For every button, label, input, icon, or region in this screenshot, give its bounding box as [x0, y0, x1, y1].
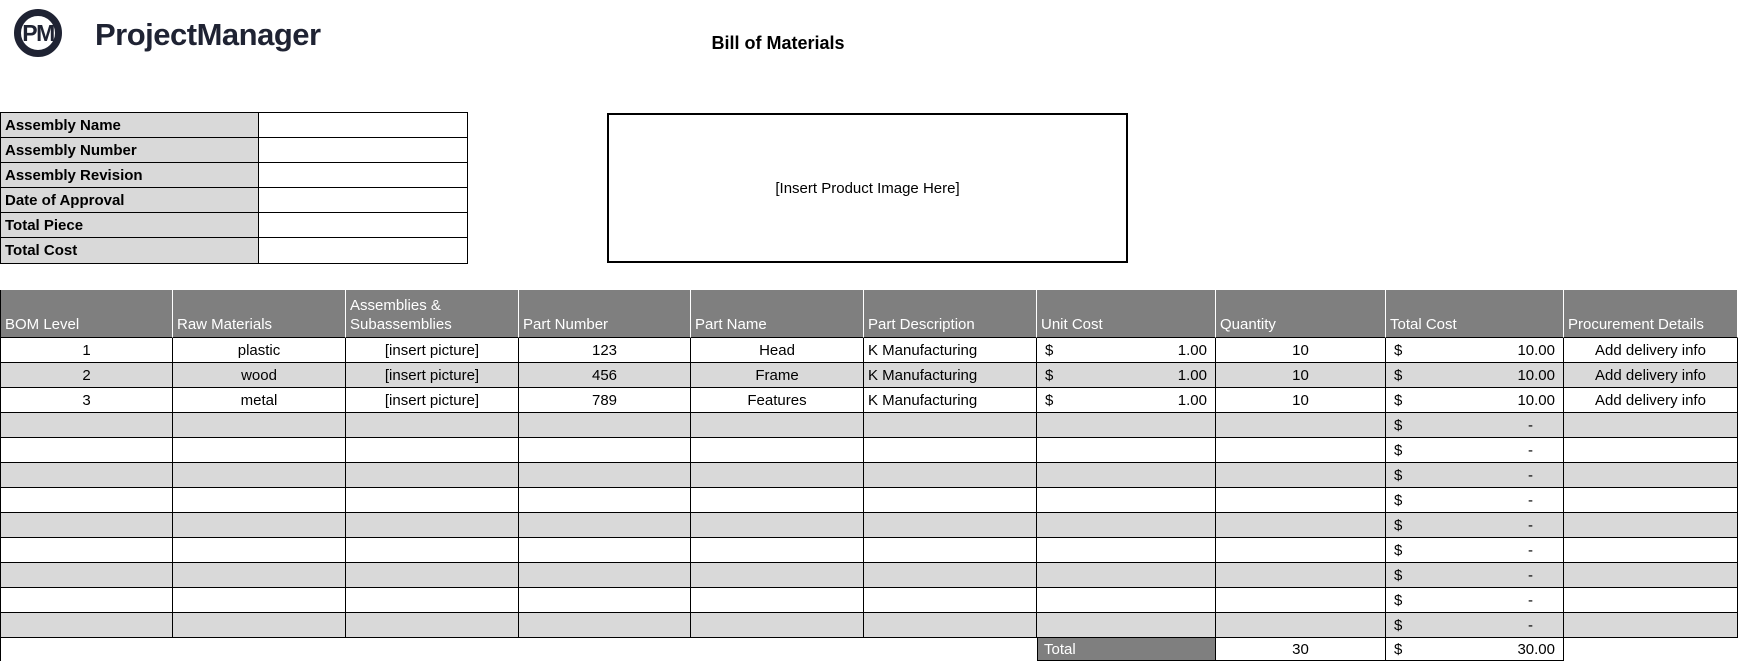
- cell-part-number[interactable]: [519, 438, 691, 463]
- cell-part-number[interactable]: [519, 538, 691, 563]
- cell-part-description[interactable]: [864, 613, 1037, 638]
- currency-symbol: $: [1394, 466, 1403, 484]
- bom-empty-row: [1, 538, 1738, 563]
- pm-logo-icon: PM: [14, 9, 62, 57]
- total-row-spacer: [173, 638, 346, 661]
- cell-unit-cost[interactable]: [1037, 338, 1216, 363]
- column-header-total-cost: Total Cost: [1386, 290, 1564, 338]
- cell-part-number[interactable]: [519, 613, 691, 638]
- cell-raw-materials[interactable]: [173, 538, 346, 563]
- amount: 30.00: [1517, 640, 1555, 658]
- currency-symbol: $: [1394, 341, 1403, 359]
- cell-total-cost[interactable]: [1386, 363, 1564, 388]
- info-label: Date of Approval: [1, 188, 259, 212]
- cell-part-number[interactable]: 789: [519, 388, 691, 413]
- cell-part-number[interactable]: [519, 488, 691, 513]
- column-header-assemblies-subassemblies: Assemblies & Subassemblies: [346, 290, 519, 338]
- cell-procurement-details[interactable]: Add delivery info: [1564, 338, 1738, 363]
- info-value-cell[interactable]: [259, 238, 467, 263]
- column-header-procurement-details: Procurement Details: [1564, 290, 1738, 338]
- cell-bom-level[interactable]: [1, 463, 173, 488]
- total-row-spacer: [1, 638, 173, 661]
- cell-part-description[interactable]: [864, 488, 1037, 513]
- cell-part-number[interactable]: 456: [519, 363, 691, 388]
- cell-procurement-details[interactable]: [1564, 413, 1738, 438]
- total-row-label: Total: [1037, 638, 1216, 661]
- cell-total-cost[interactable]: [1386, 438, 1564, 463]
- cell-unit-cost[interactable]: [1037, 588, 1216, 613]
- bom-header-row: [1, 290, 1738, 338]
- cell-part-name[interactable]: [691, 563, 864, 588]
- cell-total-cost[interactable]: [1386, 613, 1564, 638]
- cell-part-name[interactable]: [691, 538, 864, 563]
- cell-total-cost[interactable]: [1386, 588, 1564, 613]
- cell-bom-level[interactable]: [1, 538, 173, 563]
- cell-part-number[interactable]: [519, 413, 691, 438]
- cell-quantity[interactable]: [1216, 538, 1386, 563]
- cell-quantity[interactable]: [1216, 563, 1386, 588]
- info-label: Assembly Number: [1, 138, 259, 162]
- currency-symbol: $: [1394, 366, 1403, 384]
- cell-part-description[interactable]: [864, 438, 1037, 463]
- cell-procurement-details[interactable]: Add delivery info: [1564, 363, 1738, 388]
- bom-data-row: [1, 338, 1738, 363]
- bom-empty-row: [1, 513, 1738, 538]
- bom-empty-row: [1, 438, 1738, 463]
- cell-part-number[interactable]: [519, 513, 691, 538]
- cell-part-number[interactable]: 123: [519, 338, 691, 363]
- cell-quantity[interactable]: 10: [1216, 338, 1386, 363]
- amount: -: [1528, 516, 1533, 534]
- cell-procurement-details[interactable]: [1564, 513, 1738, 538]
- assembly-info-panel: [0, 112, 468, 264]
- cell-part-name[interactable]: [691, 438, 864, 463]
- cell-total-cost[interactable]: [1386, 388, 1564, 413]
- info-value-cell[interactable]: [259, 113, 467, 137]
- cell-part-description[interactable]: K Manufacturing: [864, 363, 1037, 388]
- info-row-date-of-approval: [1, 188, 467, 213]
- info-row-assembly-name: [1, 113, 467, 138]
- brand-name: ProjectManager: [95, 17, 321, 52]
- cell-bom-level[interactable]: [1, 438, 173, 463]
- info-value-cell[interactable]: [259, 163, 467, 187]
- info-row-assembly-number: [1, 138, 467, 163]
- cell-quantity[interactable]: 10: [1216, 388, 1386, 413]
- cell-assemblies-subassemblies[interactable]: [346, 488, 519, 513]
- bom-empty-row: [1, 413, 1738, 438]
- brand-logo: [14, 9, 62, 57]
- amount: 1.00: [1177, 366, 1207, 384]
- cell-quantity[interactable]: [1216, 438, 1386, 463]
- cell-raw-materials[interactable]: metal: [173, 388, 346, 413]
- cell-unit-cost[interactable]: [1037, 513, 1216, 538]
- amount: -: [1528, 416, 1533, 434]
- currency-symbol: $: [1045, 391, 1054, 409]
- cell-raw-materials[interactable]: wood: [173, 363, 346, 388]
- cell-part-description[interactable]: [864, 588, 1037, 613]
- total-quantity-cell[interactable]: 30: [1216, 638, 1386, 661]
- column-header-part-number: Part Number: [519, 290, 691, 338]
- cell-total-cost[interactable]: [1386, 513, 1564, 538]
- amount: -: [1528, 441, 1533, 459]
- cell-assemblies-subassemblies[interactable]: [insert picture]: [346, 363, 519, 388]
- cell-bom-level[interactable]: [1, 513, 173, 538]
- cell-assemblies-subassemblies[interactable]: [346, 538, 519, 563]
- cell-part-description[interactable]: [864, 563, 1037, 588]
- total-row-spacer: [691, 638, 864, 661]
- currency-symbol: $: [1394, 591, 1403, 609]
- cell-procurement-details[interactable]: [1564, 538, 1738, 563]
- cell-assemblies-subassemblies[interactable]: [346, 413, 519, 438]
- cell-assemblies-subassemblies[interactable]: [insert picture]: [346, 388, 519, 413]
- amount: 10.00: [1517, 391, 1555, 409]
- currency-symbol: $: [1045, 341, 1054, 359]
- total-row-spacer: [1564, 638, 1738, 661]
- cell-quantity[interactable]: [1216, 488, 1386, 513]
- cell-assemblies-subassemblies[interactable]: [346, 613, 519, 638]
- cell-part-description[interactable]: [864, 413, 1037, 438]
- cell-part-name[interactable]: Frame: [691, 363, 864, 388]
- cell-raw-materials[interactable]: [173, 438, 346, 463]
- cell-assemblies-subassemblies[interactable]: [346, 438, 519, 463]
- currency-symbol: $: [1394, 516, 1403, 534]
- cell-part-number[interactable]: [519, 588, 691, 613]
- cell-unit-cost[interactable]: [1037, 363, 1216, 388]
- info-label: Assembly Name: [1, 113, 259, 137]
- column-header-raw-materials: Raw Materials: [173, 290, 346, 338]
- currency-symbol: $: [1394, 416, 1403, 434]
- amount: 10.00: [1517, 341, 1555, 359]
- bom-data-row: [1, 363, 1738, 388]
- cell-unit-cost[interactable]: [1037, 438, 1216, 463]
- cell-total-cost[interactable]: [1386, 538, 1564, 563]
- currency-symbol: $: [1394, 391, 1403, 409]
- cell-quantity[interactable]: [1216, 413, 1386, 438]
- cell-bom-level[interactable]: [1, 613, 173, 638]
- cell-bom-level[interactable]: 3: [1, 388, 173, 413]
- cell-part-description[interactable]: [864, 463, 1037, 488]
- cell-raw-materials[interactable]: [173, 413, 346, 438]
- cell-assemblies-subassemblies[interactable]: [346, 463, 519, 488]
- cell-procurement-details[interactable]: [1564, 613, 1738, 638]
- cell-unit-cost[interactable]: [1037, 413, 1216, 438]
- cell-part-number[interactable]: [519, 463, 691, 488]
- bom-empty-row: [1, 463, 1738, 488]
- cell-raw-materials[interactable]: [173, 513, 346, 538]
- cell-procurement-details[interactable]: [1564, 588, 1738, 613]
- cell-bom-level[interactable]: 2: [1, 363, 173, 388]
- cell-part-name[interactable]: [691, 613, 864, 638]
- currency-symbol: $: [1394, 491, 1403, 509]
- cell-quantity[interactable]: 10: [1216, 363, 1386, 388]
- cell-raw-materials[interactable]: [173, 613, 346, 638]
- bom-data-row: [1, 388, 1738, 413]
- cell-procurement-details[interactable]: Add delivery info: [1564, 388, 1738, 413]
- amount: -: [1528, 541, 1533, 559]
- cell-total-cost[interactable]: [1386, 563, 1564, 588]
- cell-bom-level[interactable]: [1, 413, 173, 438]
- column-header-quantity: Quantity: [1216, 290, 1386, 338]
- cell-procurement-details[interactable]: [1564, 488, 1738, 513]
- info-label: Assembly Revision: [1, 163, 259, 187]
- currency-symbol: $: [1394, 616, 1403, 634]
- amount: 1.00: [1177, 391, 1207, 409]
- amount: 1.00: [1177, 341, 1207, 359]
- total-row-spacer: [864, 638, 1037, 661]
- cell-assemblies-subassemblies[interactable]: [insert picture]: [346, 338, 519, 363]
- amount: -: [1528, 616, 1533, 634]
- cell-unit-cost[interactable]: [1037, 563, 1216, 588]
- info-label: Total Piece: [1, 213, 259, 237]
- cell-quantity[interactable]: [1216, 613, 1386, 638]
- cell-part-name[interactable]: Features: [691, 388, 864, 413]
- cell-part-description[interactable]: [864, 513, 1037, 538]
- bom-table: [0, 290, 1738, 661]
- product-image-placeholder-text: [Insert Product Image Here]: [775, 179, 960, 197]
- cell-part-description[interactable]: [864, 538, 1037, 563]
- cell-quantity[interactable]: [1216, 588, 1386, 613]
- amount: -: [1528, 491, 1533, 509]
- cell-bom-level[interactable]: [1, 588, 173, 613]
- currency-symbol: $: [1394, 640, 1403, 658]
- info-value-cell[interactable]: [259, 188, 467, 212]
- cell-part-name[interactable]: [691, 513, 864, 538]
- column-header-part-description: Part Description: [864, 290, 1037, 338]
- info-row-assembly-revision: [1, 163, 467, 188]
- cell-unit-cost[interactable]: [1037, 463, 1216, 488]
- currency-symbol: $: [1394, 441, 1403, 459]
- page-title: Bill of Materials: [711, 33, 845, 53]
- amount: -: [1528, 566, 1533, 584]
- cell-raw-materials[interactable]: plastic: [173, 338, 346, 363]
- cell-unit-cost[interactable]: [1037, 538, 1216, 563]
- total-row-spacer: [519, 638, 691, 661]
- cell-bom-level[interactable]: [1, 563, 173, 588]
- cell-total-cost[interactable]: [1386, 463, 1564, 488]
- total-cost-cell[interactable]: [1386, 638, 1564, 661]
- cell-part-name[interactable]: Head: [691, 338, 864, 363]
- cell-total-cost[interactable]: [1386, 413, 1564, 438]
- currency-symbol: $: [1394, 541, 1403, 559]
- bom-total-row: [1, 638, 1738, 661]
- amount: -: [1528, 591, 1533, 609]
- bom-empty-row: [1, 588, 1738, 613]
- column-header-unit-cost: Unit Cost: [1037, 290, 1216, 338]
- amount: -: [1528, 466, 1533, 484]
- info-row-total-piece: [1, 213, 467, 238]
- cell-part-name[interactable]: [691, 488, 864, 513]
- cell-raw-materials[interactable]: [173, 563, 346, 588]
- cell-unit-cost[interactable]: [1037, 613, 1216, 638]
- info-value-cell[interactable]: [259, 213, 467, 237]
- cell-part-name[interactable]: [691, 463, 864, 488]
- cell-part-name[interactable]: [691, 588, 864, 613]
- cell-procurement-details[interactable]: [1564, 563, 1738, 588]
- cell-procurement-details[interactable]: [1564, 463, 1738, 488]
- cell-part-number[interactable]: [519, 563, 691, 588]
- cell-assemblies-subassemblies[interactable]: [346, 563, 519, 588]
- info-value-cell[interactable]: [259, 138, 467, 162]
- info-label: Total Cost: [1, 238, 259, 263]
- bom-empty-row: [1, 613, 1738, 638]
- cell-assemblies-subassemblies[interactable]: [346, 513, 519, 538]
- info-row-total-cost: [1, 238, 467, 263]
- bom-empty-row: [1, 563, 1738, 588]
- column-header-part-name: Part Name: [691, 290, 864, 338]
- cell-quantity[interactable]: [1216, 513, 1386, 538]
- cell-part-description[interactable]: K Manufacturing: [864, 388, 1037, 413]
- cell-raw-materials[interactable]: [173, 488, 346, 513]
- cell-raw-materials[interactable]: [173, 588, 346, 613]
- amount: 10.00: [1517, 366, 1555, 384]
- total-row-spacer: [346, 638, 519, 661]
- cell-unit-cost[interactable]: [1037, 388, 1216, 413]
- cell-bom-level[interactable]: 1: [1, 338, 173, 363]
- cell-raw-materials[interactable]: [173, 463, 346, 488]
- currency-symbol: $: [1045, 366, 1054, 384]
- currency-symbol: $: [1394, 566, 1403, 584]
- cell-quantity[interactable]: [1216, 463, 1386, 488]
- cell-assemblies-subassemblies[interactable]: [346, 588, 519, 613]
- bom-empty-row: [1, 488, 1738, 513]
- cell-procurement-details[interactable]: [1564, 438, 1738, 463]
- cell-part-description[interactable]: K Manufacturing: [864, 338, 1037, 363]
- cell-part-name[interactable]: [691, 413, 864, 438]
- cell-bom-level[interactable]: [1, 488, 173, 513]
- product-image-box[interactable]: [607, 113, 1128, 263]
- cell-unit-cost[interactable]: [1037, 488, 1216, 513]
- cell-total-cost[interactable]: [1386, 338, 1564, 363]
- cell-total-cost[interactable]: [1386, 488, 1564, 513]
- column-header-bom-level: BOM Level: [1, 290, 173, 338]
